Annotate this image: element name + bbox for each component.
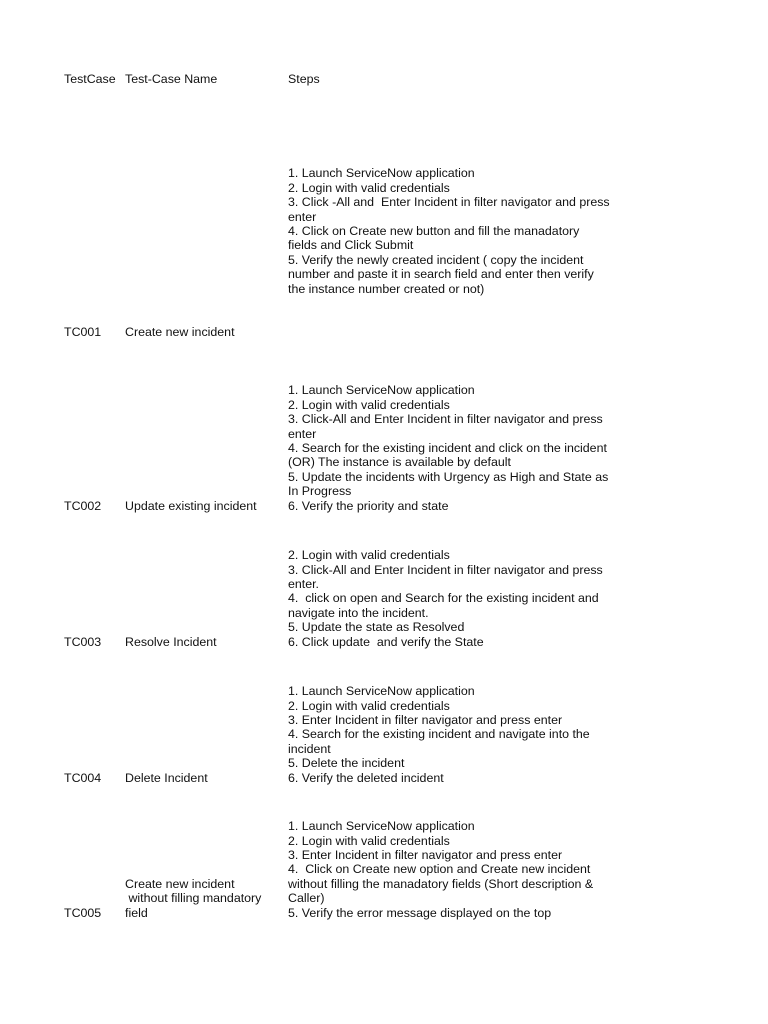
- step-line: 4. Search for the existing incident and click on the incident: [288, 440, 607, 455]
- step-line: (OR) The instance is available by default: [288, 455, 511, 470]
- step-line: 2. Login with valid credentials: [288, 397, 450, 412]
- testcase-id: TC001: [64, 324, 102, 339]
- step-line: 2. Login with valid credentials: [288, 180, 450, 195]
- step-line: In Progress: [288, 484, 352, 499]
- step-line: 1. Launch ServiceNow application: [288, 819, 475, 834]
- step-line: Caller): [288, 891, 325, 906]
- step-line: without filling the manadatory fields (Short description &: [288, 876, 594, 891]
- step-line: 3. Click-All and Enter Incident in filter navigator and press: [288, 562, 603, 577]
- testcase-id: TC002: [64, 498, 102, 513]
- step-line: 1. Launch ServiceNow application: [288, 684, 475, 699]
- testcase-id: TC004: [64, 770, 102, 785]
- step-line: number and paste it in search field and enter then verify: [288, 267, 594, 282]
- step-line: 4. Click on Create new option and Create new incident: [288, 862, 591, 877]
- step-line: 3. Enter Incident in filter navigator and press enter: [288, 712, 563, 727]
- step-line: 3. Click-All and Enter Incident in filter navigator and press: [288, 412, 603, 427]
- step-line: 3. Enter Incident in filter navigator and press enter: [288, 847, 563, 862]
- step-line: navigate into the incident.: [288, 605, 429, 620]
- step-line: 5. Update the incidents with Urgency as High and State as: [288, 469, 609, 484]
- step-line: 4. Click on Create new button and fill the manadatory: [288, 223, 580, 238]
- step-line: 4. click on open and Search for the existing incident and: [288, 591, 599, 606]
- testcase-name-line: Update existing incident: [125, 498, 257, 513]
- step-line: fields and Click Submit: [288, 238, 414, 253]
- step-line: enter: [288, 209, 317, 224]
- testcase-name-line: field: [125, 905, 148, 920]
- testcase-steps: [288, 819, 633, 920]
- step-line: 2. Login with valid credentials: [288, 548, 450, 563]
- testcase-id: TC003: [64, 634, 102, 649]
- testcase-name-line: Resolve Incident: [125, 634, 217, 649]
- step-line: 6. Verify the deleted incident: [288, 770, 444, 785]
- testcase-name-line: without filling mandatory: [125, 891, 262, 906]
- testcase-name-line: Delete Incident: [125, 770, 208, 785]
- step-line: enter: [288, 426, 317, 441]
- step-line: 5. Verify the newly created incident ( copy the incident: [288, 252, 584, 267]
- step-line: 6. Verify the priority and state: [288, 498, 449, 513]
- step-line: 2. Login with valid credentials: [288, 833, 450, 848]
- step-line: 1. Launch ServiceNow application: [288, 166, 475, 181]
- testcase-name-line: Create new incident: [125, 324, 235, 339]
- step-line: 5. Verify the error message displayed on the top: [288, 905, 552, 920]
- testcase-name-line: Create new incident: [125, 876, 235, 891]
- header-steps: Steps: [288, 72, 320, 86]
- header-test-case-name: Test-Case Name: [125, 72, 218, 86]
- header-testcase: TestCase: [64, 72, 116, 86]
- step-line: 3. Click -All and Enter Incident in filter navigator and press: [288, 195, 610, 210]
- step-line: 5. Delete the incident: [288, 756, 405, 771]
- step-line: 6. Click update and verify the State: [288, 634, 484, 649]
- step-line: incident: [288, 741, 331, 756]
- step-line: 4. Search for the existing incident and navigate into the: [288, 727, 590, 742]
- step-line: enter.: [288, 576, 320, 591]
- step-line: the instance number created or not): [288, 281, 485, 296]
- step-line: 5. Update the state as Resolved: [288, 620, 465, 635]
- step-line: 1. Launch ServiceNow application: [288, 383, 475, 398]
- step-line: 2. Login with valid credentials: [288, 698, 450, 713]
- testcase-id: TC005: [64, 905, 102, 920]
